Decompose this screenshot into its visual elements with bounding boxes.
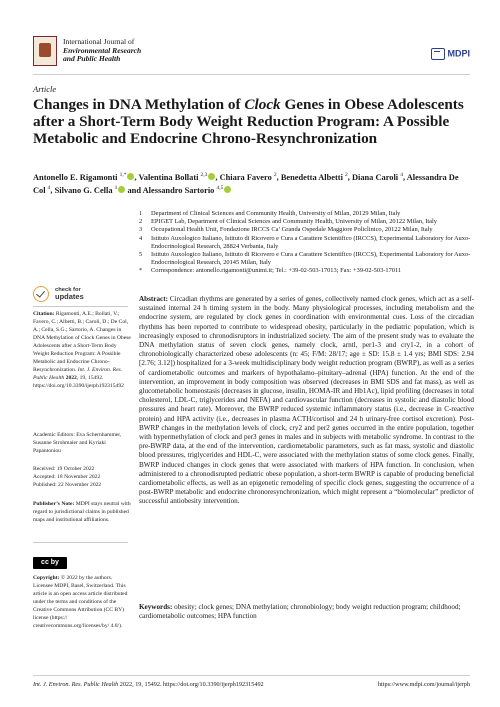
author-name[interactable]: Diana Caroli [351, 172, 401, 182]
affiliation-item [139, 235, 474, 251]
citation-label: Citation: [33, 311, 55, 317]
keywords-text: obesity; clock genes; DNA methylation; chronobiology; body weight reduction program; childhood; cardiometabolic outcomes; HPA function [139, 603, 461, 621]
footer-divider [33, 675, 470, 676]
author-affiliation-sup: 4 [47, 185, 51, 192]
affiliation-text: Istituto Auxologico Italiano, Istituto di Ricovero e Cura a Carattere Scientifico (IRCCS), Experimental Laboratory for Auxo-Endocrinological Research, 20145 Milan, Italy [151, 251, 471, 267]
check-updates-line1: check for [55, 287, 81, 294]
journal-logo [33, 36, 57, 66]
affiliation-number: * [139, 267, 143, 275]
date-accepted: Accepted: 18 November 2022 [33, 474, 101, 480]
header-divider [33, 74, 470, 75]
title-clock-word: Clock [244, 96, 281, 113]
orcid-icon[interactable] [127, 173, 134, 180]
footer-citation [33, 681, 264, 688]
footer-doi[interactable]: 2022, 19, 15492. https://doi.org/10.3390/ijerph192315492 [119, 681, 264, 688]
left-divider [33, 306, 128, 307]
check-updates-icon [33, 286, 49, 302]
affiliation-text: Correspondence: antonello.rigamonti@unimi.it; Tel.: +39-02-503-17013; Fax: +39-02-503-17011 [151, 267, 402, 275]
copyright-text: © 2022 by the authors. Licensee MDPI, Basel, Switzerland. This article is an open access article distributed under the terms and conditions of the Creative Commons Attribution (CC BY) license (https:// creativecommons.org/licenses/by/ 4.0/). [33, 575, 128, 629]
author-affiliation-sup: 1,* [119, 172, 127, 178]
publisher-logo [431, 48, 471, 60]
editors-label: Academic Editors: [33, 432, 75, 438]
editors-names: Eva Schernhammer, Susanne Strohmaier and Kyriaki Papantoniou [33, 432, 122, 454]
author-name[interactable]: Antonello E. Rigamonti [33, 172, 120, 182]
affiliation-number: 5 [139, 251, 143, 259]
author-list: Antonello E. Rigamonti $^{1,*}$ , Valentina Bollati $^{2,3}$ , Chiara Favero $^2$, Benedetta Albetti $^2$, Diana Caroli $^4$, Alessandra De Col $^4$, Silvano G. Cella $^1$ and Alessandro Sartorio $^{4,5}$ [33, 172, 459, 196]
citation-block [33, 310, 133, 390]
authors-and: and [125, 186, 143, 196]
author-affiliation-sup: 4,5 [216, 185, 224, 192]
affiliations [139, 210, 474, 276]
affiliation-text: EPIGET Lab, Department of Clinical Sciences and Community Health, University of Milan, 20122 Milan, Italy [151, 218, 437, 226]
author-name[interactable]: Alessandro Sartorio [142, 186, 217, 196]
affiliation-number: 4 [139, 234, 143, 242]
affiliation-item [139, 218, 474, 226]
affiliation-text: Department of Clinical Sciences and Community Health, University of Milan, 20129 Milan, Italy [151, 210, 401, 217]
date-received: Received: 19 October 2022 [33, 466, 95, 472]
footer-journal: Int. J. Environ. Res. Public Health [33, 681, 119, 688]
affiliation-item [139, 226, 474, 234]
affiliation-number: 3 [139, 226, 143, 234]
dates-block [33, 465, 133, 489]
citation-text: Rigamonti, A.E.; Bollati, V.; Favero, C.; Albetti, B.; Caroli, D.; De Col, A.; Cella, S.G.; Sartorio, A. Changes in DNA Methylation of Clock Genes in Obese Adolescents after a Short-Term Body Weight Reduction Program: A Possible Metabolic and Endocrine Chrono-Resynchronization. [33, 311, 131, 373]
affiliation-number: 1 [139, 210, 143, 217]
check-updates-line2: updates [55, 291, 84, 301]
author-name[interactable]: Benedetta Albetti [280, 172, 346, 182]
article-type: Article [33, 84, 57, 94]
citation-journal: Int. J. Environ. Res. Public Health [33, 367, 123, 381]
orcid-icon[interactable] [208, 173, 215, 180]
author-name[interactable]: Valentina Bollati [138, 172, 201, 182]
abstract-text: Circadian rhythms are generated by a series of genes, collectively named clock genes, which act as a self-sustained internal 24 h timing system in the body. Many physiological processes, including metabolism and the endocrine system, are regulated by clock genes in coordination with environmental cues. Loss of the circadian rhythms has been reported to contribute to widespread obesity, particularly in the pediatric population, which is increasingly exposed to chronodisruptors in industrialized society. The aim of the present study was to evaluate the DNA methylation status of seven clock genes, namely clock, arntl, per1-3 and cry1-2, in a cohort of chronobiologically characterized obese adolescents (n: 45; F/M: 28/17; age ± SD: 15.8 ± 1.4 yrs; BMI SDS: 2.94 [2.76; 3.12]) hospitalized for a 3-week multidisciplinary body weight reduction program (BWRP), as well as a series of cardiometabolic outcomes and markers of hypothalamo–pituitary–adrenal (HPA) function. At the end of the intervention, an improvement in body composition was observed (decreases in BMI SDS and fat mass), as well as glucometabolic homeostasis (decreases in glucose, insulin, HOMA-IR and Hb1Ac), lipid profiling (decreases in total cholesterol, LDL-C, triglycerides and NEFA) and cardiovascular function (decreases in systolic and diastolic blood pressures and heart rate). Moreover, the BWRP reduced systemic inflammatory status (i.e., decrease in C-reactive protein) and HPA activity (i.e., decreases in plasma ACTH/cortisol and 24 h urinary-free cortisol excretion). Post-BWRP changes in the methylation levels of clock, cry2 and per2 genes occurred in the entire population, together with hypermethylation of clock and per3 genes in males and in subjects with metabolic syndrome. In contrast to the pre-BWRP data, at the end of the intervention, cardiometabolic parameters, such as fat mass, systolic and diastolic blood pressures, triglycerides and HDL-C, were associated with the methylation status of some clock genes. Finally, BWRP induced changes in clock genes that were associated with markers of HPA function. In conclusion, when administered to a chronodisrupted pediatric obese population, a short-term BWRP is capable of producing beneficial cardiometabolic effects, as well as an epigenetic remodeling of specific clock genes, suggesting the occurrence of a post-BWRP metabolic and endocrine chronoresynchronization, which might represent a “biomolecular” predictor of successful antiobesity intervention. [139, 295, 474, 506]
cc-by-license-icon[interactable]: cc by [33, 557, 67, 569]
check-for-updates[interactable] [33, 285, 84, 303]
copyright-block [33, 574, 133, 630]
affiliation-number: 2 [139, 218, 143, 226]
mdpi-logo-icon [431, 48, 445, 60]
author-affiliation-sup: 2 [345, 172, 348, 178]
author-affiliation-sup: 4 [400, 172, 403, 178]
keywords [139, 603, 474, 621]
journal-name-line3: and Public Health [63, 54, 121, 63]
keywords-label: Keywords: [139, 603, 173, 611]
citation-year: 2022 [65, 375, 77, 381]
publisher-note [33, 500, 133, 524]
author-affiliation-sup: 2 [273, 172, 277, 178]
author-name[interactable]: Chiara Favero [219, 172, 274, 182]
footer-url[interactable]: https://www.mdpi.com/journal/ijerph [377, 681, 470, 688]
author-affiliation-sup: 1 [114, 185, 118, 192]
left-divider-2 [33, 542, 128, 543]
paper-title: Changes in DNA Methylation of Clock Genes in Obese Adolescents after a Short-Term Body Weight Reduction Program: A Possible Metabolic and Endocrine Chrono-Resynchronization [33, 96, 464, 147]
copyright-label: Copyright: [33, 575, 60, 581]
publisher-name: MDPI [447, 48, 470, 59]
publisher-note-text: MDPI stays neutral with regard to jurisdictional claims in published maps and institutional affiliations. [33, 501, 131, 523]
abstract-label: Abstract: [139, 295, 168, 303]
affiliation-item [139, 251, 474, 267]
academic-editors [33, 431, 133, 455]
journal-name-line1: International Journal of [63, 37, 135, 46]
orcid-icon[interactable] [224, 186, 231, 193]
affiliation-text: Istituto Auxologico Italiano, Istituto di Ricovero e Cura a Carattere Scientifico (IRCCS), Experimental Laboratory for Auxo-Endocrinological Research, 28824 Verbania, Italy [151, 234, 471, 250]
affiliation-item [139, 267, 474, 275]
date-published: Published: 22 November 2022 [33, 482, 102, 488]
author-name[interactable]: Silvano G. Cella [54, 186, 115, 196]
journal-name-line2: Environmental Research [63, 45, 142, 55]
citation-doi[interactable]: , 19, 15492. https://doi.org/10.3390/ijerph192315492 [33, 375, 124, 389]
publisher-note-label: Publisher’s Note: [33, 501, 75, 507]
author-affiliation-sup: 2,3 [200, 172, 208, 178]
affiliation-text: Occupational Health Unit, Fondazione IRCCS Ca’ Granda Ospedale Maggiore Policlinico, 20122 Milan, Italy [151, 226, 433, 234]
affiliation-item [139, 210, 474, 218]
abstract [139, 295, 474, 507]
author-name[interactable]: Alessandra De Col [33, 172, 459, 196]
